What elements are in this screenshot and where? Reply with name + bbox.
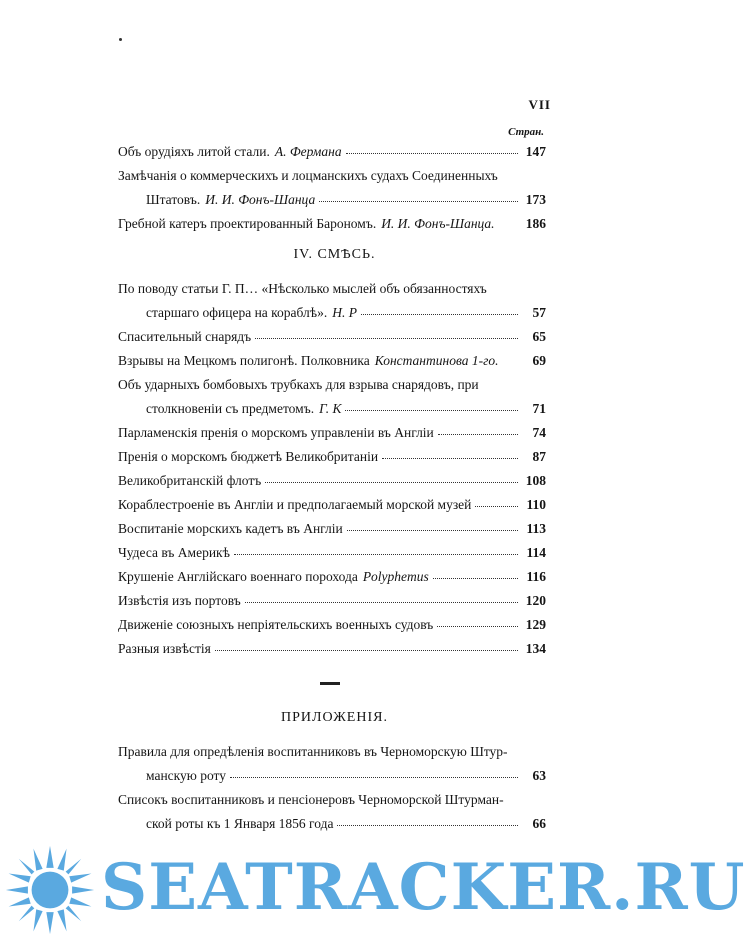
entry-author: Polyphemus	[362, 569, 429, 584]
toc-entry	[146, 766, 546, 786]
toc-entry	[118, 447, 546, 467]
entry-page: 120	[525, 593, 546, 608]
entry-page: 114	[526, 545, 546, 560]
toc-entry	[118, 543, 546, 563]
leader-dots	[438, 428, 518, 435]
entry-page: 66	[532, 816, 546, 831]
leader-dots	[347, 524, 518, 531]
entry-page: 63	[532, 768, 546, 783]
leader-space	[499, 220, 518, 226]
toc-entry	[118, 166, 546, 186]
toc-entry	[118, 639, 546, 659]
toc-entry	[118, 495, 546, 515]
entry-title: столкновеніи съ предметомъ.	[146, 401, 315, 416]
leader-dots	[255, 332, 518, 339]
entry-title: Крушеніе Англійскаго военнаго порохода	[118, 569, 358, 584]
leader-dots	[346, 147, 518, 154]
toc-entry	[118, 279, 546, 299]
leader-dots	[265, 476, 518, 483]
toc-entry	[118, 375, 546, 395]
toc-entry	[118, 615, 546, 635]
entry-page: 87	[532, 449, 546, 464]
section-divider	[320, 682, 340, 685]
toc-entry	[146, 814, 546, 834]
entry-page: 129	[525, 617, 546, 632]
entry-page: 57	[532, 305, 546, 320]
ink-speck	[119, 38, 122, 41]
leader-dots	[361, 308, 518, 315]
entry-page: 116	[526, 569, 546, 584]
entry-title: Объ орудіяхъ литой стали.	[118, 144, 270, 159]
toc-entry	[146, 399, 546, 419]
leader-dots	[475, 500, 518, 507]
entry-title: Извѣстія изъ портовъ	[118, 593, 241, 608]
section-heading-appendix: ПРИЛОЖЕНІЯ.	[281, 710, 388, 725]
leader-dots	[382, 452, 518, 459]
entry-title: Правила для опредѣленія воспитанниковъ въ Черноморскую Штур-	[118, 744, 508, 759]
watermark	[0, 838, 745, 939]
sun-icon	[4, 844, 96, 936]
entry-author: Г. К	[319, 401, 342, 416]
entry-page: 110	[526, 497, 546, 512]
watermark-text: SEATRACKER.RU	[101, 850, 745, 925]
leader-dots	[230, 771, 518, 778]
leader-dots	[433, 572, 518, 579]
toc-entry	[118, 351, 546, 371]
leader-space	[502, 357, 518, 363]
entry-page: 173	[525, 192, 546, 207]
toc-entry	[118, 327, 546, 347]
entry-author: Н. Р	[332, 305, 357, 320]
toc-entry	[118, 591, 546, 611]
entry-title: Объ ударныхъ бомбовыхъ трубкахъ для взрыва снарядовъ, при	[118, 377, 479, 392]
leader-dots	[437, 620, 518, 627]
leader-dots	[319, 195, 518, 202]
entry-page: 113	[526, 521, 546, 536]
toc-entry	[118, 519, 546, 539]
entry-page: 74	[532, 425, 546, 440]
entry-title: Спасительный снарядъ	[118, 329, 252, 344]
toc-entry	[118, 423, 546, 443]
entry-page: 134	[525, 641, 546, 656]
page-column-label: Стран.	[508, 126, 544, 138]
entry-title: Кораблестроеніе въ Англіи и предполагаемый морской музей	[118, 497, 472, 512]
entry-title: Пренія о морскомъ бюджетѣ Великобританіи	[118, 449, 379, 464]
roman-page-number: VII	[528, 97, 551, 112]
entry-page: 147	[525, 144, 546, 159]
entry-author: А. Фермана	[274, 144, 342, 159]
entry-title: Замѣчанія о коммерческихъ и лоцманскихъ судахъ Соединенныхъ	[118, 168, 498, 183]
entry-title: старшаго офицера на кораблѣ».	[146, 305, 328, 320]
entry-title: Чудеса въ Америкѣ	[118, 545, 230, 560]
entry-title: Воспитаніе морскихъ кадетъ въ Англіи	[118, 521, 343, 536]
toc-entry	[118, 567, 546, 587]
entry-title: Взрывы на Мецкомъ полигонѣ. Полковника	[118, 353, 370, 368]
entry-title: манскую роту	[146, 768, 227, 783]
leader-dots	[345, 404, 518, 411]
entry-title: Списокъ воспитанниковъ и пенсіонеровъ Черноморской Штурман-	[118, 792, 504, 807]
entry-page: 186	[525, 216, 546, 231]
entry-author: Константинова 1-го.	[374, 353, 499, 368]
toc-entry	[146, 303, 546, 323]
entry-author: И. И. Фонъ-Шанца.	[381, 216, 495, 231]
entry-title: Гребной катеръ проектированный Барономъ.	[118, 216, 377, 231]
toc-entry	[118, 214, 546, 234]
entry-page: 108	[525, 473, 546, 488]
toc-entry	[118, 790, 546, 810]
leader-dots	[337, 819, 518, 826]
toc-entry	[118, 742, 546, 762]
entry-title: Движеніе союзныхъ непріятельскихъ военныхъ судовъ	[118, 617, 434, 632]
entry-page: 69	[532, 353, 546, 368]
section-heading-mix: IV. СМѢСЬ.	[293, 247, 376, 262]
entry-author: И. И. Фонъ-Шанца	[205, 192, 316, 207]
leader-dots	[245, 596, 518, 603]
entry-title: Штатовъ.	[146, 192, 201, 207]
leader-dots	[215, 644, 518, 651]
toc-entry	[118, 471, 546, 491]
toc-entry	[146, 190, 546, 210]
entry-title: По поводу статьи Г. П… «Нѣсколько мыслей объ обязанностяхъ	[118, 281, 487, 296]
entry-page: 65	[532, 329, 546, 344]
entry-title: Парламенскія пренія о морскомъ управленіи въ Англіи	[118, 425, 434, 440]
entry-title: ской роты къ 1 Января 1856 года	[146, 816, 334, 831]
entry-page: 71	[532, 401, 546, 416]
leader-dots	[234, 548, 518, 555]
toc-entry	[118, 142, 546, 162]
entry-title: Великобританскій флотъ	[118, 473, 262, 488]
entry-title: Разныя извѣстія	[118, 641, 211, 656]
